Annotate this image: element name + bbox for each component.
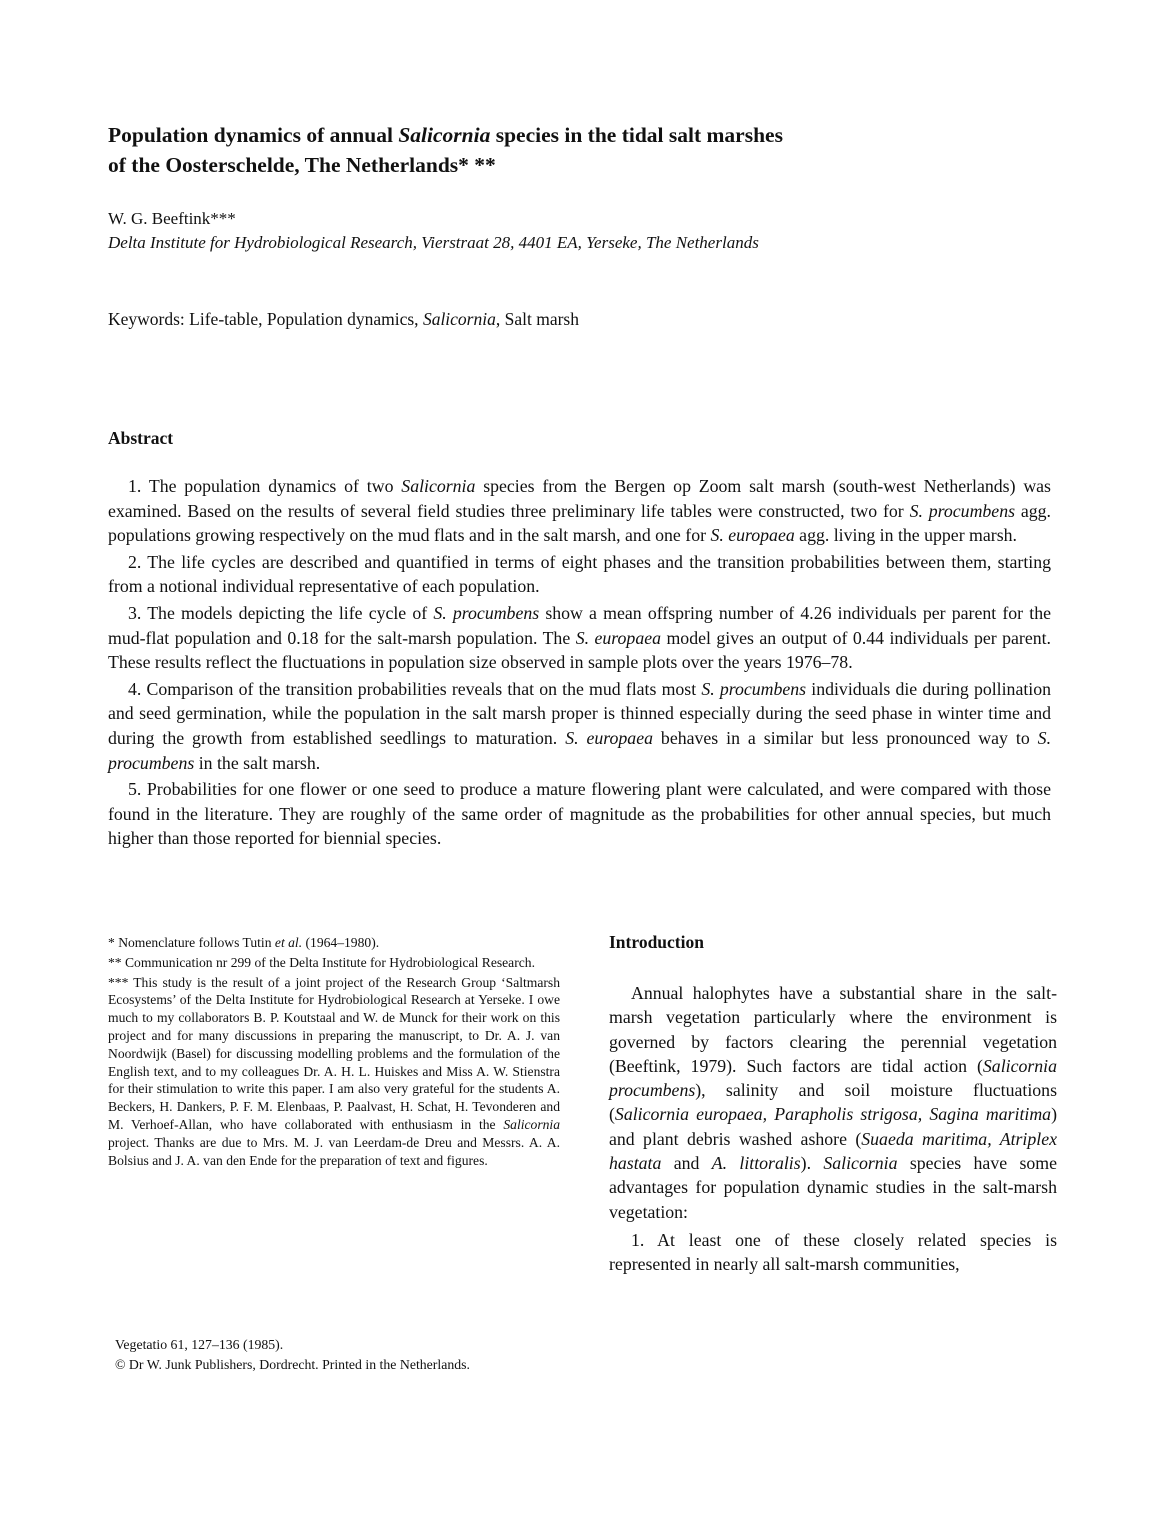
abstract-paragraph-3: 3. The models depicting the life cycle of S. procumbens show a mean offspring number of 4.26 individuals per parent for the mud-flat population and 0.18 for the salt-marsh population. The S. europaea model gives an output of 0.44 individuals per parent. These results reflect the fluctuations in population size observed in sample plots over the years 1976–78. — [108, 602, 1051, 673]
abstract-paragraph-2: 2. The life cycles are described and quantified in terms of eight phases and the transition probabilities between them, starting from a notional individual representative of each population. — [108, 551, 1051, 597]
citation-line: Vegetatio 61, 127–136 (1985). — [115, 1337, 284, 1352]
footnote-1: * Nomenclature follows Tutin et al. (1964–1980). — [108, 935, 380, 950]
introduction-paragraph-1: Annual halophytes have a substantial share in the salt-marsh vegetation particularly where the environment is governed by factors clearing the perennial vegetation (Beeftink, 1979). Such factors are tidal action (Salicornia procumbens), salinity and soil moisture fluctuations (Salicornia europaea, Parapholis strigosa, Sagina maritima) and plant debris washed ashore (Suaeda maritima, Atriplex hastata and A. littoralis). Salicornia species have some advantages for population dynamic studies in the salt-marsh vegetation: — [609, 983, 1057, 1222]
journal-citation — [115, 1335, 470, 1375]
footnotes — [108, 934, 560, 1171]
footnote-2: ** Communication nr 299 of the Delta Institute for Hydrobiological Research. — [108, 954, 535, 970]
abstract-paragraph-5: 5. Probabilities for one flower or one seed to produce a mature flowering plant were calculated, and were compared with those found in the literature. They are roughly of the same order of magnitude as the probabilities for other annual species, but much higher than those reported for biennial species. — [108, 779, 1051, 849]
paper-title: Population dynamics of annual Salicornia species in the tidal salt marshes of the Oosterschelde, The Netherlands* ** — [108, 123, 783, 177]
author-name: W. G. Beeftink*** — [108, 209, 236, 228]
copyright-line: © Dr W. Junk Publishers, Dordrecht. Printed in the Netherlands. — [115, 1357, 470, 1372]
abstract-body — [108, 474, 1051, 853]
footnote-3: *** This study is the result of a joint project of the Research Group ‘Saltmarsh Ecosystems’ of the Delta Institute for Hydrobiological Research at Yerseke. I owe much to my collaborators B. P. Koutstaal and W. de Munck for their work on this project and for many discussions in preparing the manuscript, to Dr. A. J. van Noordwijk (Basel) for discussing modelling problems and the formulation of the English text, and to my colleagues Dr. A. H. L. Huiskes and Miss A. W. Stienstra for their stimulation to write this paper. I am also very grateful for the students A. Beckers, H. Dankers, P. F. M. Elenbaas, P. Paalvast, H. Schat, H. Tevonderen and M. Verhoef-Allan, who have collaborated with enthusiasm in the Salicornia project. Thanks are due to Mrs. M. J. van Leerdam-de Dreu and Messrs. A. A. Bolsius and J. A. van den Ende for the preparation of text and figures. — [108, 974, 560, 1168]
abstract-paragraph-4: 4. Comparison of the transition probabilities reveals that on the mud flats most S. procumbens individuals die during pollination and seed germination, while the population in the salt marsh proper is thinned especially during the seed phase in winter time and during the growth from established seedlings to maturation. S. europaea behaves in a similar but less pronounced way to S. procumbens in the salt marsh. — [108, 678, 1052, 773]
abstract-heading: Abstract — [108, 428, 174, 448]
introduction-paragraph-2: 1. At least one of these closely related species is represented in nearly all salt-marsh communities, — [609, 1229, 1057, 1275]
keywords: Keywords: Life-table, Population dynamics, Salicornia, Salt marsh — [108, 309, 579, 329]
author-affiliation: Delta Institute for Hydrobiological Research, Vierstraat 28, 4401 EA, Yerseke, The Netherlands — [108, 233, 759, 252]
abstract-paragraph-1: 1. The population dynamics of two Salicornia species from the Bergen op Zoom salt marsh (south-west Netherlands) was examined. Based on the results of several field studies three preliminary life tables were constructed, two for S. procumbens agg. populations growing respectively on the mud flats and in the salt marsh, and one for S. europaea agg. living in the upper marsh. — [108, 476, 1051, 546]
introduction-heading: Introduction — [609, 932, 704, 952]
introduction-body — [609, 981, 1057, 1281]
